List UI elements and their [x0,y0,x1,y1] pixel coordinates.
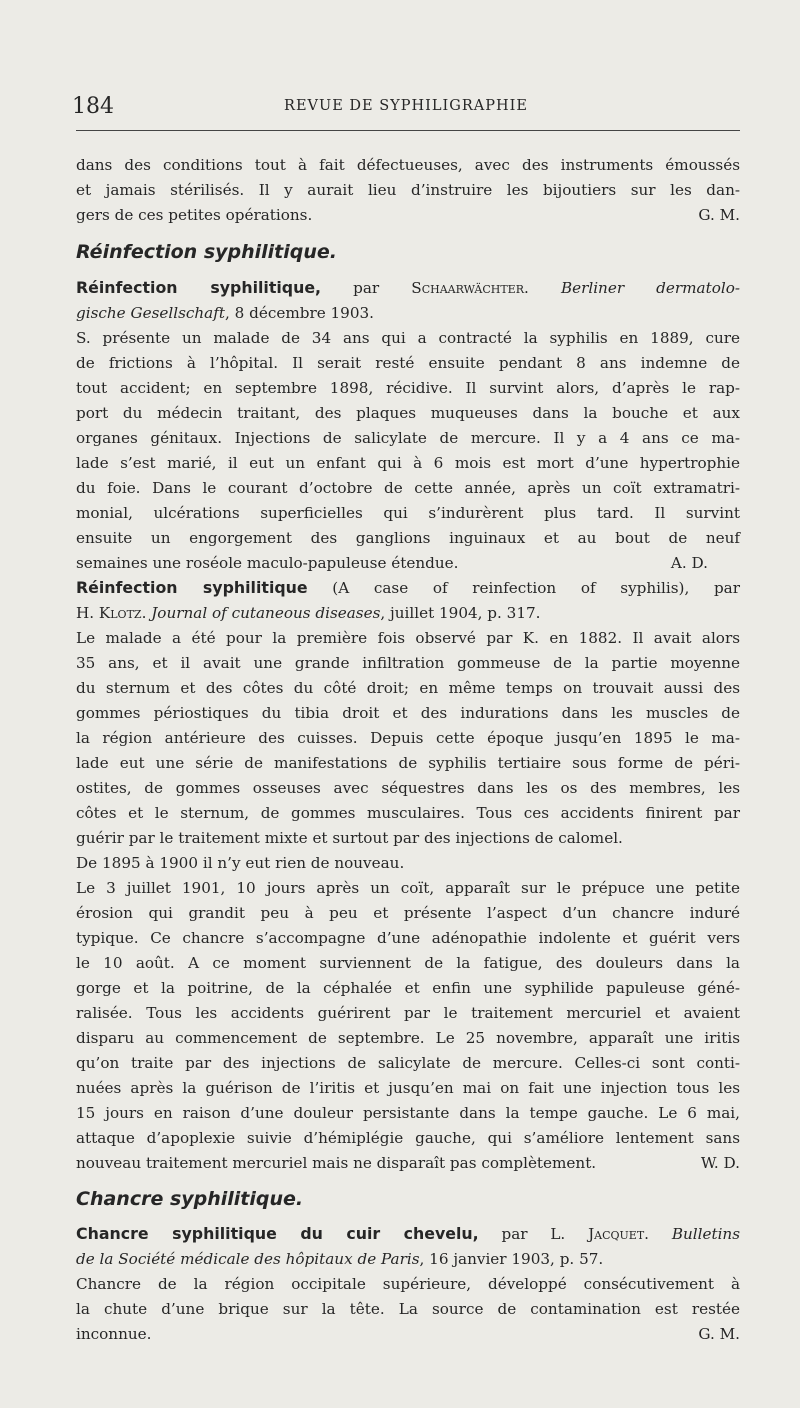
text-line: la chute d’une brique sur la tête. La source de contamination est restée [76,1300,740,1318]
article-citation: H. Klotz. Journal of cutaneous diseases, juillet 1904, p. 317. [76,604,541,622]
text-line: du foie. Dans le courant d’octobre de cette année, après un coït extramatri- [76,479,740,497]
text-line: érosion qui grandit peu à peu et présente l’aspect d’un chancre induré [76,904,740,922]
text-line: de frictions à l’hôpital. Il serait resté ensuite pendant 8 ans indemne de [76,354,740,372]
section-heading: Chancre syphilitique. [76,1188,304,1210]
text-line: De 1895 à 1900 il n’y eut rien de nouveau. [76,854,405,872]
text-line: guérir par le traitement mixte et surtout par des injections de calomel. [76,829,623,847]
line-text: gers de ces petites opérations. [76,206,313,224]
text-line [76,1324,740,1344]
text-line: 15 jours en raison d’une douleur persistante dans la tempe gauche. Le 6 mai, [76,1104,740,1122]
text-line: gorge et la poitrine, de la céphalée et enfin une syphilide papuleuse géné- [76,979,740,997]
running-header [72,94,740,124]
text-line: tout accident; en septembre 1898, récidive. Il survint alors, d’après le rap- [76,379,740,397]
text-line: Le malade a été pour la première fois observé par K. en 1882. Il avait alors [76,629,740,647]
author: Schaarwächter [411,279,524,297]
author: Jacquet [588,1225,645,1243]
text-line: et jamais stérilisés. Il y aurait lieu d’instruire les bijoutiers sur les dan- [76,181,740,199]
article-title: Réinfection syphilitique, [76,278,322,297]
article-citation: Chancre syphilitique du cuir chevelu, par L. Jacquet. Bulletins [76,1224,741,1243]
article-title: Réinfection syphilitique [76,578,308,597]
text-line: ralisée. Tous les accidents guérirent par le traitement mercuriel et avaient [76,1004,740,1022]
text-line: monial, ulcérations superficielles qui s’indurèrent plus tard. Il survint [76,504,740,522]
running-title: REVUE DE SYPHILIGRAPHIE [284,98,528,114]
text-line: disparu au commencement de septembre. Le 25 novembre, apparaît une iritis [76,1029,740,1047]
text-line: dans des conditions tout à fait défectueuses, avec des instruments émoussés [76,156,740,174]
text-line: attaque d’apoplexie suivie d’hémiplégie gauche, qui s’améliore lentement sans [76,1129,740,1147]
text-line: du sternum et des côtes du côté droit; en même temps on trouvait aussi des [76,679,740,697]
article-citation: de la Société médicale des hôpitaux de Paris, 16 janvier 1903, p. 57. [76,1250,604,1268]
text-line [76,1153,740,1173]
text-line: 35 ans, et il avait une grande infiltration gommeuse de la partie moyenne [76,654,740,672]
journal: de la Société médicale des hôpitaux de Paris [76,1250,420,1268]
page-number: 184 [72,94,114,119]
text-line [76,553,740,573]
author: Klotz [98,604,142,622]
line-text: inconnue. [76,1325,152,1343]
text-line: ensuite un engorgement des ganglions inguinaux et au bout de neuf [76,529,740,547]
text-line: la région antérieure des cuisses. Depuis cette époque jusqu’en 1895 le ma- [76,729,740,747]
signature: G. M. [698,206,740,224]
signature: W. D. [700,1154,740,1172]
text-line: gommes périostiques du tibia droit et des indurations dans les muscles de [76,704,740,722]
journal: Bulletins [671,1225,741,1243]
text-line: côtes et le sternum, de gommes musculaires. Tous ces accidents finirent par [76,804,740,822]
signature: G. M. [698,1325,740,1343]
article-citation: Réinfection syphilitique, par Schaarwächter. Berliner dermatolo- [76,278,740,297]
text-line [76,205,740,225]
header-rule [76,130,740,131]
article-title: Chancre syphilitique du cuir chevelu, [76,1224,479,1243]
text-line: Chancre de la région occipitale supérieure, développé consécutivement à [76,1275,740,1293]
text-line: lade eut une série de manifestations de syphilis tertiaire sous forme de péri- [76,754,740,772]
journal: Journal of cutaneous diseases [151,604,381,622]
text-line: lade s’est marié, il eut un enfant qui à 6 mois est mort d’une hypertrophie [76,454,740,472]
journal: Berliner dermatolo- [560,279,740,297]
section-heading: Réinfection syphilitique. [76,241,337,263]
text-line: typique. Ce chancre s’accompagne d’une adénopathie indolente et guérit vers [76,929,740,947]
text-line: qu’on traite par des injections de salicylate de mercure. Celles-ci sont conti- [76,1054,740,1072]
text-line: port du médecin traitant, des plaques muqueuses dans la bouche et aux [76,404,740,422]
line-text: nouveau traitement mercuriel mais ne disparaît pas complètement. [76,1154,597,1172]
signature: A. D. [670,554,708,572]
journal: gische Gesellschaft [76,304,225,322]
article-citation: Réinfection syphilitique (A case of reinfection of syphilis), par [76,578,740,597]
text-line: ostites, de gommes osseuses avec séquestres dans les os des membres, les [76,779,740,797]
line-text: semaines une roséole maculo-papuleuse étendue. [76,554,459,572]
text-line: organes génitaux. Injections de salicylate de mercure. Il y a 4 ans ce ma- [76,429,740,447]
text-line: nuées après la guérison de l’iritis et jusqu’en mai on fait une injection tous les [76,1079,740,1097]
article-citation: gische Gesellschaft, 8 décembre 1903. [76,304,374,322]
text-line: Le 3 juillet 1901, 10 jours après un coït, apparaît sur le prépuce une petite [76,879,740,897]
text-line: le 10 août. A ce moment surviennent de la fatigue, des douleurs dans la [76,954,740,972]
text-line: S. présente un malade de 34 ans qui a contracté la syphilis en 1889, cure [76,329,740,347]
